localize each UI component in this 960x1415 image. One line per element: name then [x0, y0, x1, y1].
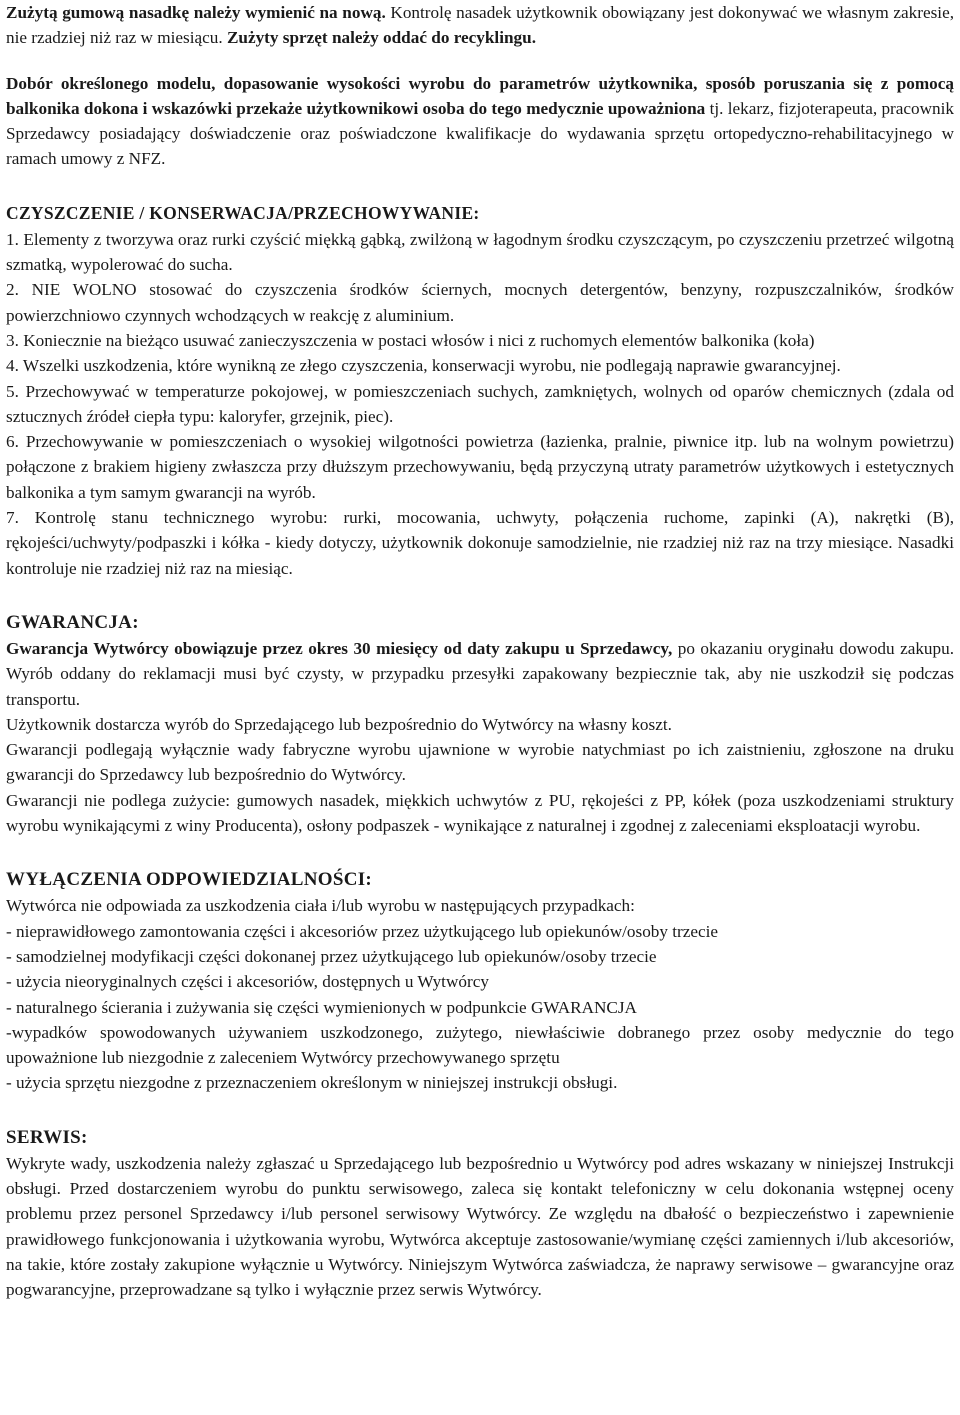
intro-bold-b: Zużyty sprzęt należy oddać do recyklingu. — [222, 28, 536, 48]
warranty-paragraph-2: Użytkownik dostarcza wyrób do Sprzedającego lub bezpośrednio do Wytwórcy na własny koszt. — [6, 714, 672, 734]
warranty-normal: po okazaniu oryginału dowodu zakupu. Wyrób oddany do reklamacji musi być czysty, w przypadku przesyłki zapakowany bezpiecznie tak, aby nie uszkodził się podczas transportu. — [6, 638, 954, 709]
service-heading: SERWIS: — [6, 1126, 88, 1148]
exclusion-item: - naturalnego ścierania i zużywania się części wymienionych w podpunkcie GWARANCJA — [6, 997, 637, 1017]
intro-p2-normal: tj. lekarz, fizjoterapeuta, pracownik Sprzedawcy posiadający doświadczenie oraz poświadczone kwalifikacje do wydawania sprzętu ortopedyczno-rehabilitacyjnego w ramach umowy z NFZ. — [6, 98, 954, 169]
cleaning-item: 7. Kontrolę stanu technicznego wyrobu: rurki, mocowania, uchwyty, połączenia ruchome, zapinki (A), nakrętki (B), rękojeści/uchwyty/podpaszki i kółka - kiedy dotyczy, użytkownik dokonuje samodzielnie, nie rzadziej niż raz na trzy miesiące. Nasadki kontroluje nie rzadziej niż raz na miesiąc. — [6, 508, 954, 578]
exclusions-intro: Wytwórca nie odpowiada za uszkodzenia ciała i/lub wyrobu w następujących przypadkach: — [6, 896, 635, 916]
warranty-paragraph-3: Gwarancji podlegają wyłącznie wady fabryczne wyrobu ujawnione w wyrobie natychmiast po ich zaistnieniu, zgłoszone na druku gwarancji do Sprzedawcy lub bezpośrednio do Wytwórcy. — [6, 740, 954, 785]
exclusion-item: - nieprawidłowego zamontowania części i akcesoriów przez użytkującego lub opiekunów/osoby trzecie — [6, 921, 719, 941]
warranty-paragraph-4: Gwarancji nie podlega zużycie: gumowych nasadek, miękkich uchwytów z PU, rękojeści z PP, kółek (poza uszkodzeniami struktury wyrobu wynikającymi z winy Producenta), osłony podpaszek - wynikające z naturalnej i zgodnej z zaleceniami eksploatacji wyrobu. — [6, 790, 954, 836]
service-paragraph: Wykryte wady, uszkodzenia należy zgłaszać u Sprzedającego lub bezpośrednio u Wytwórcy pod adres wskazany w niniejszej Instrukcji obsługi. Przed dostarczeniem wyrobu do punktu serwisowego, zaleca się kontakt telefoniczny w celu dokonania wstępnej oceny problemu przez personel Sprzedawcy i/lub personel serwisowy Wytwórcy. Ze względu na dbałość o bezpieczeństwo i zapewnienie prawidłowego funkcjonowania i użytkowania wyrobu, Wytwórca akceptuje zastosowanie/wymianę części zamiennych i/lub akcesoriów, na takie, które zostały zakupione wyłącznie u Wytwórcy. Niniejszym Wytwórca zaświadcza, że naprawy serwisowe – gwarancyjne oraz pogwarancyjne, przeprowadzane są tylko i wyłącznie przez serwis Wytwórcy. — [6, 1153, 954, 1300]
intro-paragraph-1 — [6, 0, 954, 51]
intro-normal: Kontrolę nasadek użytkownik obowiązany jest dokonywać we własnym zakresie, nie rzadziej niż raz w miesiącu. — [6, 3, 955, 48]
cleaning-item: 5. Przechowywać w temperaturze pokojowej, w pomieszczeniach suchych, zamkniętych, wolnych od oparów chemicznych (zdala od sztucznych źródeł ciepła typu: kaloryfer, grzejnik, piec). — [6, 381, 954, 426]
intro-p2-bold: Dobór określonego modelu, dopasowanie wysokości wyrobu do parametrów użytkownika, sposób poruszania się z pomocą balkonika dokona i wskazówki przekaże użytkownikowi osoba do tego medycznie upoważniona — [6, 73, 954, 118]
exclusion-item: - samodzielnej modyfikacji części dokonanej przez użytkującego lub opiekunów/osoby trzecie — [6, 946, 657, 966]
cleaning-list — [6, 227, 954, 581]
warranty-bold: Gwarancja Wytwórcy obowiązuje przez okres 30 miesięcy od daty zakupu u Sprzedawcy, — [6, 638, 673, 658]
exclusion-item: - użycia nieoryginalnych części i akcesoriów, dostępnych u Wytwórcy — [6, 972, 489, 992]
cleaning-item: 4. Wszelki uszkodzenia, które wynikną ze złego czyszczenia, konserwacji wyrobu, nie podlegają naprawie gwarancyjnej. — [6, 356, 841, 376]
cleaning-item: 2. NIE WOLNO stosować do czyszczenia środków ściernych, mocnych detergentów, benzyny, rozpuszczalników, środków powierzchniowo czynnych wchodzących w reakcję z aluminium. — [6, 280, 954, 325]
cleaning-item: 6. Przechowywanie w pomieszczeniach o wysokiej wilgotności powietrza (łazienka, pralnie, piwnice itp. lub na wolnym powietrzu) połączone z brakiem higieny zwłaszcza przy dłuższym przechowywaniu, będą przyczyną utraty parametrów użytkowych i estetycznych balkonika a tym samym gwarancji na wyrób. — [6, 432, 954, 502]
intro-paragraph-2 — [6, 71, 954, 172]
exclusion-item: - użycia sprzętu niezgodne z przeznaczeniem określonym w niniejszej instrukcji obsługi. — [6, 1073, 618, 1093]
exclusions-heading: WYŁĄCZENIA ODPOWIEDZIALNOŚCI: — [6, 869, 373, 891]
warranty-paragraph-1 — [6, 636, 954, 712]
intro-bold-a: Zużytą gumową nasadkę należy wymienić na nową. — [6, 3, 386, 22]
cleaning-heading: CZYSZCZENIE / KONSERWACJA/PRZECHOWYWANIE: — [6, 202, 480, 223]
cleaning-item: 1. Elementy z tworzywa oraz rurki czyścić miękką gąbką, zwilżoną w łagodnym środku czyszczącym, po czyszczeniu przetrzeć wilgotną szmatką, wypolerować do sucha. — [6, 229, 954, 275]
exclusion-item: -wypadków spowodowanych używaniem uszkodzonego, zużytego, niewłaściwie dobranego przez osoby medycznie do tego upoważnione lub niezgodnie z zaleceniem Wytwórcy przechowywanego sprzętu — [6, 1022, 954, 1068]
warranty-heading: GWARANCJA: — [6, 611, 139, 633]
exclusions-list — [6, 919, 954, 1096]
cleaning-item: 3. Koniecznie na bieżąco usuwać zanieczyszczenia w postaci włosów i nici z ruchomych elementów balkonika (koła) — [6, 330, 815, 350]
